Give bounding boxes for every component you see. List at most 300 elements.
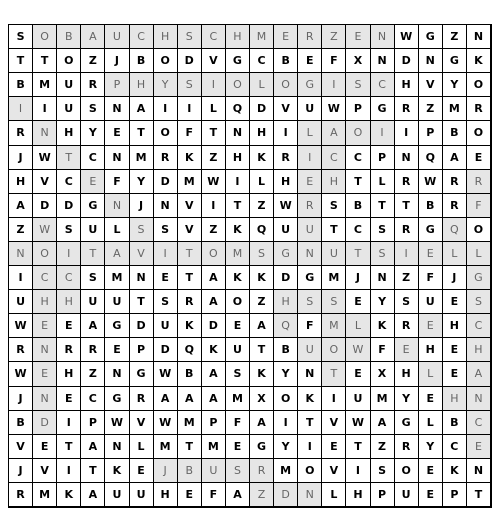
grid-cell[interactable]: V	[202, 49, 226, 73]
grid-cell[interactable]: R	[395, 218, 419, 242]
grid-cell[interactable]: S	[81, 266, 105, 290]
grid-cell[interactable]: S	[322, 290, 346, 314]
grid-cell[interactable]: W	[322, 97, 346, 121]
grid-cell[interactable]: Y	[395, 387, 419, 411]
grid-cell[interactable]: H	[33, 290, 57, 314]
grid-cell[interactable]: A	[322, 121, 346, 145]
grid-cell[interactable]: F	[226, 411, 250, 435]
grid-cell[interactable]: D	[274, 483, 298, 507]
grid-cell[interactable]: I	[57, 459, 81, 483]
grid-cell[interactable]: H	[274, 170, 298, 194]
grid-cell[interactable]: Y	[371, 290, 395, 314]
grid-cell[interactable]: Z	[202, 218, 226, 242]
grid-cell[interactable]: B	[346, 194, 370, 218]
grid-cell[interactable]: U	[346, 387, 370, 411]
grid-cell[interactable]: Z	[322, 25, 346, 49]
grid-cell[interactable]: E	[419, 459, 443, 483]
grid-cell[interactable]: D	[57, 194, 81, 218]
grid-cell[interactable]: A	[154, 387, 178, 411]
grid-cell[interactable]: X	[346, 49, 370, 73]
grid-cell[interactable]: M	[130, 146, 154, 170]
grid-cell[interactable]: N	[105, 362, 129, 386]
grid-cell[interactable]: O	[226, 73, 250, 97]
grid-cell[interactable]: V	[130, 242, 154, 266]
grid-cell[interactable]: V	[33, 459, 57, 483]
grid-cell[interactable]: T	[130, 290, 154, 314]
grid-cell[interactable]: E	[33, 362, 57, 386]
grid-cell[interactable]: K	[371, 314, 395, 338]
grid-cell[interactable]: N	[105, 97, 129, 121]
grid-cell[interactable]: P	[371, 146, 395, 170]
grid-cell[interactable]: N	[371, 49, 395, 73]
grid-cell[interactable]: Z	[250, 483, 274, 507]
grid-cell[interactable]: A	[81, 483, 105, 507]
grid-cell[interactable]: K	[226, 266, 250, 290]
grid-cell[interactable]: P	[419, 121, 443, 145]
grid-cell[interactable]: A	[105, 242, 129, 266]
grid-cell[interactable]: R	[57, 338, 81, 362]
grid-cell[interactable]: Z	[81, 49, 105, 73]
grid-cell[interactable]: V	[178, 218, 202, 242]
grid-cell[interactable]: L	[298, 121, 322, 145]
grid-cell[interactable]: W	[202, 170, 226, 194]
grid-cell[interactable]: D	[33, 194, 57, 218]
grid-cell[interactable]: H	[395, 73, 419, 97]
grid-cell[interactable]: N	[33, 387, 57, 411]
grid-cell[interactable]: J	[130, 194, 154, 218]
grid-cell[interactable]: R	[395, 170, 419, 194]
grid-cell[interactable]: W	[33, 146, 57, 170]
grid-cell[interactable]: H	[274, 290, 298, 314]
grid-cell[interactable]: U	[9, 290, 33, 314]
grid-cell[interactable]: G	[395, 411, 419, 435]
grid-cell[interactable]: E	[57, 387, 81, 411]
grid-cell[interactable]: L	[250, 170, 274, 194]
grid-cell[interactable]: X	[250, 387, 274, 411]
grid-cell[interactable]: P	[371, 483, 395, 507]
grid-cell[interactable]: D	[274, 266, 298, 290]
grid-cell[interactable]: R	[298, 25, 322, 49]
grid-cell[interactable]: S	[226, 459, 250, 483]
grid-cell[interactable]: G	[81, 194, 105, 218]
grid-cell[interactable]: Z	[443, 25, 467, 49]
grid-cell[interactable]: G	[443, 49, 467, 73]
grid-cell[interactable]: F	[371, 338, 395, 362]
grid-cell[interactable]: N	[105, 194, 129, 218]
grid-cell[interactable]: Z	[250, 290, 274, 314]
grid-cell[interactable]: A	[250, 411, 274, 435]
grid-cell[interactable]: W	[105, 411, 129, 435]
grid-cell[interactable]: Q	[226, 97, 250, 121]
grid-cell[interactable]: D	[202, 314, 226, 338]
grid-cell[interactable]: A	[250, 314, 274, 338]
grid-cell[interactable]: Z	[250, 194, 274, 218]
grid-cell[interactable]: P	[130, 338, 154, 362]
grid-cell[interactable]: F	[467, 194, 491, 218]
grid-cell[interactable]: V	[9, 435, 33, 459]
grid-cell[interactable]: G	[298, 266, 322, 290]
grid-cell[interactable]: E	[298, 170, 322, 194]
grid-cell[interactable]: M	[33, 483, 57, 507]
grid-cell[interactable]: M	[226, 242, 250, 266]
grid-cell[interactable]: E	[226, 435, 250, 459]
grid-cell[interactable]: M	[371, 387, 395, 411]
grid-cell[interactable]: M	[443, 97, 467, 121]
grid-cell[interactable]: I	[395, 121, 419, 145]
grid-cell[interactable]: B	[130, 49, 154, 73]
grid-cell[interactable]: L	[105, 218, 129, 242]
grid-cell[interactable]: B	[274, 49, 298, 73]
grid-cell[interactable]: S	[154, 290, 178, 314]
grid-cell[interactable]: U	[419, 290, 443, 314]
grid-cell[interactable]: N	[298, 483, 322, 507]
grid-cell[interactable]: T	[346, 435, 370, 459]
grid-cell[interactable]: M	[105, 266, 129, 290]
grid-cell[interactable]: L	[443, 242, 467, 266]
grid-cell[interactable]: R	[9, 338, 33, 362]
grid-cell[interactable]: M	[178, 411, 202, 435]
grid-cell[interactable]: R	[9, 121, 33, 145]
grid-cell[interactable]: J	[346, 266, 370, 290]
grid-cell[interactable]: A	[226, 483, 250, 507]
grid-cell[interactable]: E	[154, 266, 178, 290]
grid-cell[interactable]: U	[105, 483, 129, 507]
grid-cell[interactable]: I	[322, 387, 346, 411]
grid-cell[interactable]: E	[226, 314, 250, 338]
grid-cell[interactable]: K	[105, 459, 129, 483]
grid-cell[interactable]: T	[250, 338, 274, 362]
grid-cell[interactable]: T	[322, 362, 346, 386]
grid-cell[interactable]: Y	[419, 435, 443, 459]
grid-cell[interactable]: H	[395, 362, 419, 386]
grid-cell[interactable]: D	[178, 49, 202, 73]
grid-cell[interactable]: B	[443, 121, 467, 145]
grid-cell[interactable]: C	[57, 266, 81, 290]
grid-cell[interactable]: Q	[419, 146, 443, 170]
grid-cell[interactable]: E	[443, 290, 467, 314]
grid-cell[interactable]: H	[57, 290, 81, 314]
grid-cell[interactable]: A	[9, 194, 33, 218]
grid-cell[interactable]: E	[57, 314, 81, 338]
grid-cell[interactable]: C	[443, 435, 467, 459]
grid-cell[interactable]: N	[33, 338, 57, 362]
grid-cell[interactable]: K	[178, 314, 202, 338]
grid-cell[interactable]: O	[467, 121, 491, 145]
grid-cell[interactable]: M	[154, 435, 178, 459]
grid-cell[interactable]: U	[226, 338, 250, 362]
grid-cell[interactable]: U	[298, 97, 322, 121]
grid-cell[interactable]: S	[178, 25, 202, 49]
grid-cell[interactable]: U	[81, 290, 105, 314]
grid-cell[interactable]: A	[371, 411, 395, 435]
grid-cell[interactable]: B	[443, 411, 467, 435]
grid-cell[interactable]: Z	[395, 266, 419, 290]
grid-cell[interactable]: W	[274, 194, 298, 218]
grid-cell[interactable]: W	[395, 25, 419, 49]
grid-cell[interactable]: V	[33, 170, 57, 194]
grid-cell[interactable]: T	[178, 266, 202, 290]
grid-cell[interactable]: S	[81, 97, 105, 121]
grid-cell[interactable]: G	[467, 266, 491, 290]
grid-cell[interactable]: I	[178, 97, 202, 121]
grid-cell[interactable]: D	[33, 411, 57, 435]
grid-cell[interactable]: E	[419, 387, 443, 411]
grid-cell[interactable]: R	[298, 194, 322, 218]
grid-cell[interactable]: V	[322, 459, 346, 483]
grid-cell[interactable]: T	[81, 459, 105, 483]
grid-cell[interactable]: Y	[274, 435, 298, 459]
grid-cell[interactable]: Z	[419, 97, 443, 121]
grid-cell[interactable]: H	[130, 73, 154, 97]
grid-cell[interactable]: I	[9, 266, 33, 290]
grid-cell[interactable]: O	[395, 459, 419, 483]
grid-cell[interactable]: Y	[274, 362, 298, 386]
grid-cell[interactable]: O	[467, 73, 491, 97]
grid-cell[interactable]: N	[419, 49, 443, 73]
grid-cell[interactable]: S	[130, 218, 154, 242]
grid-cell[interactable]: U	[130, 483, 154, 507]
grid-cell[interactable]: N	[105, 146, 129, 170]
grid-cell[interactable]: K	[178, 146, 202, 170]
grid-cell[interactable]: I	[57, 411, 81, 435]
grid-cell[interactable]: I	[395, 242, 419, 266]
grid-cell[interactable]: C	[130, 25, 154, 49]
grid-cell[interactable]: Z	[371, 435, 395, 459]
grid-cell[interactable]: I	[57, 242, 81, 266]
grid-cell[interactable]: O	[346, 121, 370, 145]
grid-cell[interactable]: O	[154, 121, 178, 145]
grid-cell[interactable]: H	[154, 483, 178, 507]
grid-cell[interactable]: T	[81, 242, 105, 266]
grid-cell[interactable]: T	[322, 218, 346, 242]
grid-cell[interactable]: R	[443, 170, 467, 194]
grid-cell[interactable]: G	[371, 97, 395, 121]
grid-cell[interactable]: B	[9, 73, 33, 97]
grid-cell[interactable]: E	[443, 338, 467, 362]
grid-cell[interactable]: X	[371, 362, 395, 386]
grid-cell[interactable]: D	[250, 97, 274, 121]
grid-cell[interactable]: N	[105, 435, 129, 459]
grid-cell[interactable]: I	[346, 459, 370, 483]
grid-cell[interactable]: I	[226, 170, 250, 194]
grid-cell[interactable]: W	[154, 411, 178, 435]
grid-cell[interactable]: T	[371, 194, 395, 218]
grid-cell[interactable]: W	[9, 314, 33, 338]
grid-cell[interactable]: U	[274, 218, 298, 242]
grid-cell[interactable]: Q	[274, 314, 298, 338]
grid-cell[interactable]: P	[202, 411, 226, 435]
grid-cell[interactable]: N	[467, 387, 491, 411]
grid-cell[interactable]: L	[202, 97, 226, 121]
grid-cell[interactable]: N	[371, 266, 395, 290]
grid-cell[interactable]: H	[443, 314, 467, 338]
grid-cell[interactable]: E	[298, 49, 322, 73]
grid-cell[interactable]: Z	[81, 362, 105, 386]
grid-cell[interactable]: E	[105, 121, 129, 145]
grid-cell[interactable]: C	[202, 25, 226, 49]
grid-cell[interactable]: S	[322, 194, 346, 218]
grid-cell[interactable]: T	[33, 49, 57, 73]
grid-cell[interactable]: E	[419, 483, 443, 507]
grid-cell[interactable]: H	[226, 25, 250, 49]
grid-cell[interactable]: C	[322, 146, 346, 170]
grid-cell[interactable]: T	[298, 411, 322, 435]
grid-cell[interactable]: S	[395, 290, 419, 314]
grid-cell[interactable]: A	[202, 362, 226, 386]
grid-cell[interactable]: J	[105, 49, 129, 73]
grid-cell[interactable]: M	[274, 459, 298, 483]
grid-cell[interactable]: N	[298, 362, 322, 386]
grid-cell[interactable]: O	[274, 73, 298, 97]
grid-cell[interactable]: B	[9, 411, 33, 435]
grid-cell[interactable]: R	[443, 194, 467, 218]
grid-cell[interactable]: D	[395, 49, 419, 73]
grid-cell[interactable]: C	[250, 49, 274, 73]
grid-cell[interactable]: C	[81, 387, 105, 411]
grid-cell[interactable]: N	[130, 266, 154, 290]
grid-cell[interactable]: H	[57, 121, 81, 145]
grid-cell[interactable]: S	[467, 290, 491, 314]
grid-cell[interactable]: S	[226, 362, 250, 386]
grid-cell[interactable]: A	[130, 97, 154, 121]
grid-cell[interactable]: I	[9, 97, 33, 121]
grid-cell[interactable]: U	[105, 25, 129, 49]
grid-cell[interactable]: D	[130, 314, 154, 338]
grid-cell[interactable]: C	[346, 218, 370, 242]
grid-cell[interactable]: O	[202, 242, 226, 266]
grid-cell[interactable]: A	[443, 146, 467, 170]
grid-cell[interactable]: Y	[130, 170, 154, 194]
grid-cell[interactable]: C	[57, 170, 81, 194]
grid-cell[interactable]: S	[9, 25, 33, 49]
grid-cell[interactable]: J	[9, 459, 33, 483]
grid-cell[interactable]: R	[467, 170, 491, 194]
grid-cell[interactable]: C	[346, 146, 370, 170]
grid-cell[interactable]: G	[130, 362, 154, 386]
grid-cell[interactable]: U	[57, 73, 81, 97]
grid-cell[interactable]: Q	[250, 218, 274, 242]
grid-cell[interactable]: E	[130, 459, 154, 483]
grid-cell[interactable]: U	[105, 290, 129, 314]
grid-cell[interactable]: K	[250, 266, 274, 290]
grid-cell[interactable]: P	[443, 483, 467, 507]
grid-cell[interactable]: K	[57, 483, 81, 507]
grid-cell[interactable]: H	[250, 121, 274, 145]
grid-cell[interactable]: K	[250, 362, 274, 386]
grid-cell[interactable]: T	[178, 435, 202, 459]
grid-cell[interactable]: N	[371, 25, 395, 49]
grid-cell[interactable]: K	[298, 387, 322, 411]
grid-cell[interactable]: O	[57, 49, 81, 73]
grid-cell[interactable]: S	[371, 459, 395, 483]
grid-cell[interactable]: L	[322, 483, 346, 507]
grid-cell[interactable]: O	[33, 242, 57, 266]
grid-cell[interactable]: O	[33, 25, 57, 49]
grid-cell[interactable]: T	[130, 121, 154, 145]
grid-cell[interactable]: Z	[9, 218, 33, 242]
grid-cell[interactable]: E	[81, 170, 105, 194]
grid-cell[interactable]: S	[178, 73, 202, 97]
grid-cell[interactable]: R	[395, 97, 419, 121]
grid-cell[interactable]: S	[371, 218, 395, 242]
grid-cell[interactable]: W	[346, 338, 370, 362]
grid-cell[interactable]: Z	[202, 146, 226, 170]
grid-cell[interactable]: V	[130, 411, 154, 435]
grid-cell[interactable]: I	[274, 121, 298, 145]
grid-cell[interactable]: A	[202, 266, 226, 290]
grid-cell[interactable]: S	[154, 218, 178, 242]
grid-cell[interactable]: K	[250, 146, 274, 170]
grid-cell[interactable]: B	[178, 362, 202, 386]
grid-cell[interactable]: R	[467, 97, 491, 121]
grid-cell[interactable]: V	[419, 73, 443, 97]
grid-cell[interactable]: T	[395, 194, 419, 218]
grid-cell[interactable]: Q	[443, 218, 467, 242]
grid-cell[interactable]: R	[130, 387, 154, 411]
grid-cell[interactable]: O	[226, 290, 250, 314]
grid-cell[interactable]: H	[322, 170, 346, 194]
grid-cell[interactable]: U	[81, 218, 105, 242]
grid-cell[interactable]: E	[419, 242, 443, 266]
grid-cell[interactable]: V	[274, 97, 298, 121]
grid-cell[interactable]: T	[57, 435, 81, 459]
grid-cell[interactable]: O	[154, 49, 178, 73]
grid-cell[interactable]: I	[202, 73, 226, 97]
grid-cell[interactable]: R	[9, 483, 33, 507]
grid-cell[interactable]: H	[419, 338, 443, 362]
grid-cell[interactable]: C	[81, 146, 105, 170]
grid-cell[interactable]: J	[9, 146, 33, 170]
grid-cell[interactable]: R	[395, 314, 419, 338]
grid-cell[interactable]: E	[274, 25, 298, 49]
grid-cell[interactable]: K	[202, 338, 226, 362]
grid-cell[interactable]: M	[178, 170, 202, 194]
grid-cell[interactable]: G	[105, 314, 129, 338]
grid-cell[interactable]: N	[467, 25, 491, 49]
grid-cell[interactable]: M	[322, 314, 346, 338]
grid-cell[interactable]: G	[419, 25, 443, 49]
grid-cell[interactable]: M	[226, 387, 250, 411]
grid-cell[interactable]: U	[298, 338, 322, 362]
grid-cell[interactable]: S	[346, 73, 370, 97]
grid-cell[interactable]: E	[33, 314, 57, 338]
grid-cell[interactable]: S	[371, 242, 395, 266]
grid-cell[interactable]: M	[202, 435, 226, 459]
grid-cell[interactable]: P	[81, 411, 105, 435]
grid-cell[interactable]: L	[250, 73, 274, 97]
grid-cell[interactable]: I	[154, 97, 178, 121]
grid-cell[interactable]: G	[250, 435, 274, 459]
grid-cell[interactable]: V	[322, 411, 346, 435]
grid-cell[interactable]: Y	[154, 73, 178, 97]
grid-cell[interactable]: A	[81, 25, 105, 49]
grid-cell[interactable]: N	[395, 146, 419, 170]
grid-cell[interactable]: M	[33, 73, 57, 97]
grid-cell[interactable]: D	[154, 170, 178, 194]
grid-cell[interactable]: O	[298, 459, 322, 483]
grid-cell[interactable]: G	[226, 49, 250, 73]
grid-cell[interactable]: E	[346, 25, 370, 49]
grid-cell[interactable]: C	[33, 266, 57, 290]
grid-cell[interactable]: J	[443, 266, 467, 290]
grid-cell[interactable]: F	[202, 483, 226, 507]
grid-cell[interactable]: K	[443, 459, 467, 483]
grid-cell[interactable]: K	[467, 49, 491, 73]
grid-cell[interactable]: I	[274, 411, 298, 435]
grid-cell[interactable]: J	[9, 387, 33, 411]
grid-cell[interactable]: R	[81, 73, 105, 97]
grid-cell[interactable]: G	[298, 73, 322, 97]
